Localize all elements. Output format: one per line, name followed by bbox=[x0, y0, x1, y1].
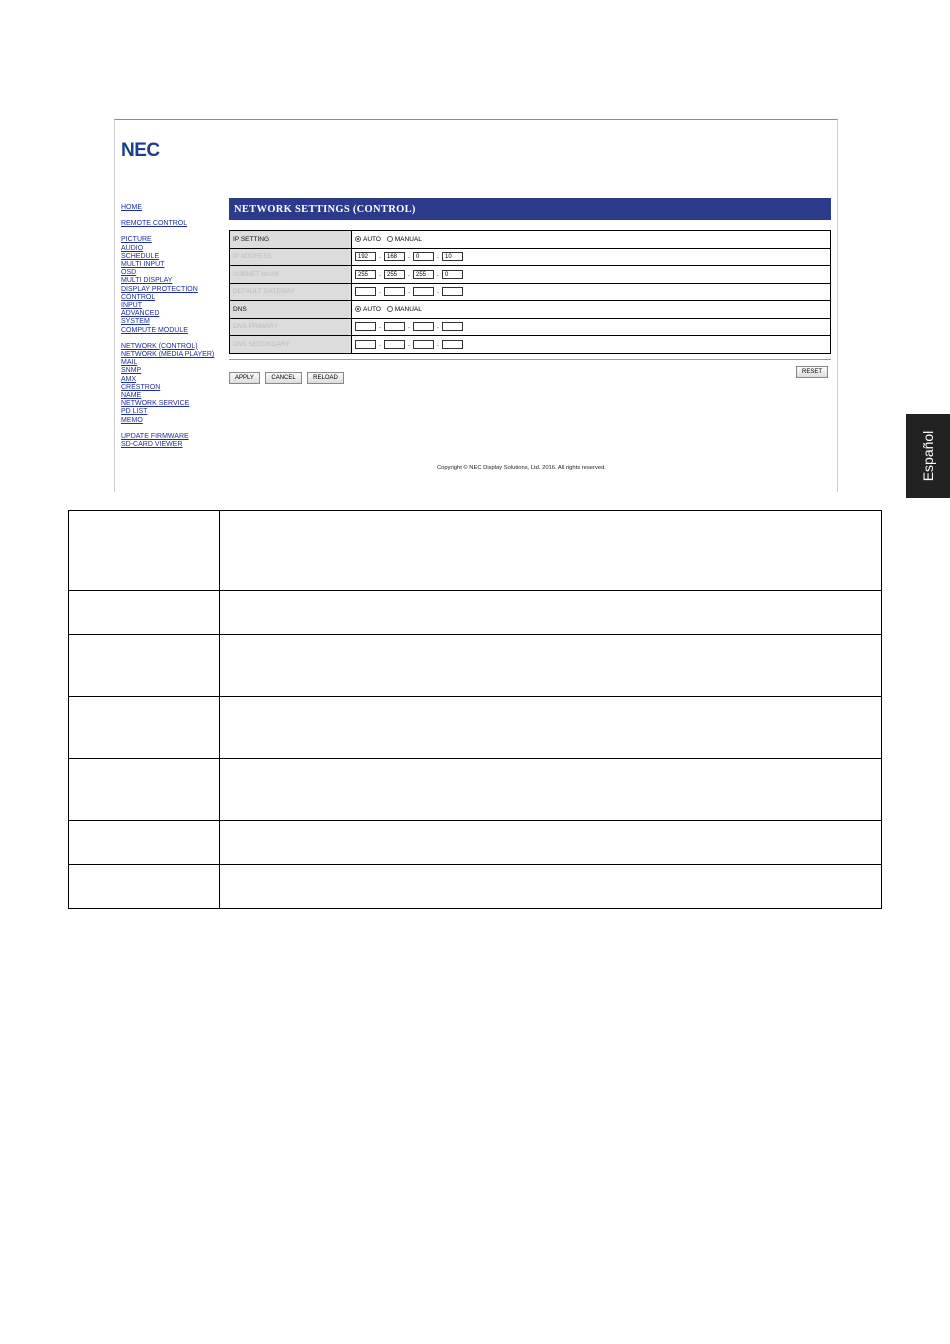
sidebar-item-compute-module[interactable]: COMPUTE MODULE bbox=[121, 326, 188, 334]
dns-secondary-octet-1[interactable] bbox=[355, 340, 376, 349]
web-ui-screenshot bbox=[114, 119, 838, 492]
table-row bbox=[69, 821, 882, 865]
dns-secondary-fields bbox=[352, 336, 831, 354]
table-cell bbox=[69, 591, 220, 635]
nav-group-maintenance bbox=[121, 433, 231, 449]
dns-secondary-label: DNS SECONDARY bbox=[230, 336, 352, 354]
cancel-button[interactable]: CANCEL bbox=[265, 372, 301, 384]
ip-address-fields bbox=[352, 248, 831, 266]
table-cell bbox=[220, 821, 882, 865]
table-row bbox=[69, 697, 882, 759]
sidebar-item-mail[interactable]: MAIL bbox=[121, 359, 138, 367]
ip-auto-label: AUTO bbox=[363, 235, 381, 243]
table-cell bbox=[220, 511, 882, 591]
settings-table bbox=[229, 230, 831, 354]
sidebar-item-sd-card-viewer[interactable]: SD-CARD VIEWER bbox=[121, 441, 183, 449]
ip-address-octet-4[interactable]: 10 bbox=[442, 252, 463, 261]
octet-separator: . bbox=[408, 323, 410, 331]
octet-separator: . bbox=[408, 288, 410, 296]
octet-separator: . bbox=[408, 340, 410, 348]
table-cell bbox=[69, 759, 220, 821]
sidebar-item-picture[interactable]: PICTURE bbox=[121, 236, 152, 244]
table-row bbox=[69, 511, 882, 591]
dns-primary-octet-4[interactable] bbox=[442, 322, 463, 331]
dns-auto-radio[interactable] bbox=[355, 306, 361, 312]
table-cell bbox=[69, 865, 220, 909]
sidebar-item-multi-display[interactable]: MULTI DISPLAY bbox=[121, 277, 173, 285]
table-row bbox=[69, 635, 882, 697]
dns-primary-label: DNS PRIMARY bbox=[230, 318, 352, 336]
octet-separator: . bbox=[379, 340, 381, 348]
dns-label: DNS bbox=[230, 301, 352, 319]
ip-address-octet-3[interactable]: 0 bbox=[413, 252, 434, 261]
sidebar-item-crestron[interactable]: CRESTRON bbox=[121, 383, 161, 391]
sidebar-item-schedule[interactable]: SCHEDULE bbox=[121, 252, 160, 260]
dns-manual-radio[interactable] bbox=[387, 306, 393, 312]
octet-separator: . bbox=[379, 270, 381, 278]
language-tab-label: Español bbox=[920, 430, 936, 482]
dns-primary-octet-3[interactable] bbox=[413, 322, 434, 331]
ip-address-label: IP ADDRESS bbox=[230, 248, 352, 266]
table-cell bbox=[69, 635, 220, 697]
default-gateway-label: DEFAULT GATEWAY bbox=[230, 283, 352, 301]
octet-separator: . bbox=[379, 253, 381, 261]
nav-group-network bbox=[121, 343, 231, 425]
subnet-mask-fields bbox=[352, 266, 831, 284]
reload-button[interactable]: RELOAD bbox=[307, 372, 344, 384]
sidebar-item-update-firmware[interactable]: UPDATE FIRMWARE bbox=[121, 432, 189, 440]
table-cell bbox=[220, 697, 882, 759]
apply-button[interactable]: APPLY bbox=[229, 372, 260, 384]
nav-group-remote bbox=[121, 220, 231, 228]
copyright-text: Copyright © NEC Display Solutions, Ltd. 2016. All rights reserved. bbox=[437, 465, 606, 471]
sidebar-item-remote-control[interactable]: REMOTE CONTROL bbox=[121, 220, 188, 228]
dns-primary-fields bbox=[352, 318, 831, 336]
default-gateway-octet-1[interactable] bbox=[355, 287, 376, 296]
subnet-mask-label: SUBNET MASK bbox=[230, 266, 352, 284]
sidebar-item-memo[interactable]: MEMO bbox=[121, 416, 143, 424]
row-ip-setting bbox=[230, 231, 831, 249]
sidebar-item-display-protection[interactable]: DISPLAY PROTECTION bbox=[121, 285, 198, 293]
ip-setting-options bbox=[352, 231, 831, 249]
sidebar-item-name[interactable]: NAME bbox=[121, 392, 142, 400]
default-gateway-fields bbox=[352, 283, 831, 301]
sidebar-item-multi-input[interactable]: MULTI INPUT bbox=[121, 261, 165, 269]
sidebar-item-network-control[interactable]: NETWORK (CONTROL) bbox=[121, 342, 198, 350]
description-table bbox=[68, 510, 882, 909]
row-dns-secondary bbox=[230, 336, 831, 354]
default-gateway-octet-2[interactable] bbox=[384, 287, 405, 296]
table-cell bbox=[69, 821, 220, 865]
button-bar bbox=[229, 366, 831, 380]
sidebar-item-snmp[interactable]: SNMP bbox=[121, 367, 142, 375]
panel-title: NETWORK SETTINGS (CONTROL) bbox=[229, 198, 831, 220]
dns-secondary-octet-2[interactable] bbox=[384, 340, 405, 349]
sidebar-item-amx[interactable]: AMX bbox=[121, 375, 137, 383]
table-cell bbox=[69, 511, 220, 591]
table-row bbox=[69, 591, 882, 635]
dns-secondary-octet-4[interactable] bbox=[442, 340, 463, 349]
divider bbox=[229, 359, 831, 360]
nav-group-home bbox=[121, 204, 231, 212]
row-dns bbox=[230, 301, 831, 319]
ip-auto-radio[interactable] bbox=[355, 236, 361, 242]
ip-setting-label: IP SETTING bbox=[230, 231, 352, 249]
dns-manual-label: MANUAL bbox=[394, 305, 422, 313]
sidebar-item-network-service[interactable]: NETWORK SERVICE bbox=[121, 400, 190, 408]
sidebar-item-pd-list[interactable]: PD LIST bbox=[121, 408, 148, 416]
table-cell bbox=[220, 591, 882, 635]
row-subnet-mask bbox=[230, 266, 831, 284]
table-row bbox=[69, 759, 882, 821]
octet-separator: . bbox=[437, 270, 439, 278]
octet-separator: . bbox=[379, 288, 381, 296]
dns-auto-label: AUTO bbox=[363, 305, 381, 313]
dns-options bbox=[352, 301, 831, 319]
ip-manual-label: MANUAL bbox=[394, 235, 422, 243]
octet-separator: . bbox=[437, 253, 439, 261]
sidebar-item-input[interactable]: INPUT bbox=[121, 302, 142, 310]
table-cell bbox=[69, 697, 220, 759]
network-settings-panel bbox=[229, 198, 831, 380]
sidebar-item-advanced[interactable]: ADVANCED bbox=[121, 310, 160, 318]
subnet-mask-octet-4[interactable]: 0 bbox=[442, 270, 463, 279]
default-gateway-octet-4[interactable] bbox=[442, 287, 463, 296]
octet-separator: . bbox=[437, 323, 439, 331]
ip-address-octet-2[interactable]: 168 bbox=[384, 252, 405, 261]
octet-separator: . bbox=[408, 270, 410, 278]
table-row bbox=[69, 865, 882, 909]
ip-address-octet-1[interactable]: 192 bbox=[355, 252, 376, 261]
octet-separator: . bbox=[437, 340, 439, 348]
table-cell bbox=[220, 759, 882, 821]
nav-group-display bbox=[121, 236, 231, 334]
nec-logo: NEC bbox=[121, 140, 160, 161]
octet-separator: . bbox=[437, 288, 439, 296]
reset-button[interactable]: RESET bbox=[796, 366, 828, 378]
default-gateway-octet-3[interactable] bbox=[413, 287, 434, 296]
sidebar-item-osd[interactable]: OSD bbox=[121, 269, 137, 277]
sidebar-item-network-media-player[interactable]: NETWORK (MEDIA PLAYER) bbox=[121, 351, 215, 359]
subnet-mask-octet-2[interactable]: 255 bbox=[384, 270, 405, 279]
row-dns-primary bbox=[230, 318, 831, 336]
language-tab bbox=[906, 414, 950, 498]
dns-secondary-octet-3[interactable] bbox=[413, 340, 434, 349]
octet-separator: . bbox=[408, 253, 410, 261]
sidebar-item-home[interactable]: HOME bbox=[121, 204, 142, 211]
row-default-gateway bbox=[230, 283, 831, 301]
sidebar-item-system[interactable]: SYSTEM bbox=[121, 318, 150, 326]
table-cell bbox=[220, 635, 882, 697]
sidebar-item-control[interactable]: CONTROL bbox=[121, 293, 156, 301]
dns-primary-octet-2[interactable] bbox=[384, 322, 405, 331]
sidebar-item-audio[interactable]: AUDIO bbox=[121, 244, 144, 252]
dns-primary-octet-1[interactable] bbox=[355, 322, 376, 331]
subnet-mask-octet-3[interactable]: 255 bbox=[413, 270, 434, 279]
subnet-mask-octet-1[interactable]: 255 bbox=[355, 270, 376, 279]
row-ip-address bbox=[230, 248, 831, 266]
ip-manual-radio[interactable] bbox=[387, 236, 393, 242]
sidebar-nav bbox=[121, 204, 231, 457]
octet-separator: . bbox=[379, 323, 381, 331]
table-cell bbox=[220, 865, 882, 909]
